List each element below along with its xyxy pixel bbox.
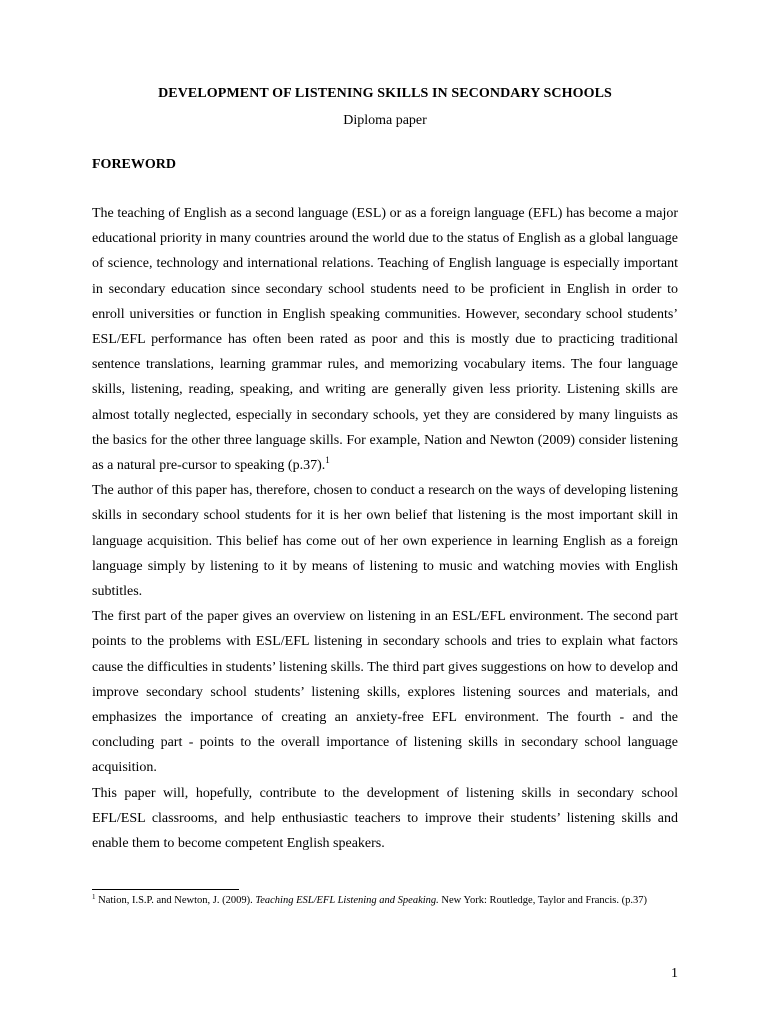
footnote-publisher: New York: Routledge, Taylor and Francis. (p.37) xyxy=(438,895,647,906)
footnote-marker: 1 xyxy=(92,893,96,901)
footnote-separator xyxy=(92,889,239,890)
body-text xyxy=(92,201,678,856)
document-title: DEVELOPMENT OF LISTENING SKILLS IN SECONDARY SCHOOLS xyxy=(158,86,612,101)
page-number: 1 xyxy=(671,966,678,981)
section-heading: FOREWORD xyxy=(92,157,176,172)
paragraph-1-text: The teaching of English as a second language (ESL) or as a foreign language (EFL) has become a major educational priority in many countries around the world due to the status of English as a global language of science, technology and international relations. Teaching of English language is especially important in secondary education since secondary school students need to be proficient in English in order to enroll universities or function in English speaking communities. However, secondary school students’ ESL/EFL performance has often been rated as poor and this is mostly due to practicing traditional sentence translations, learning grammar rules, and memorizing vocabulary items. The four language skills, listening, reading, speaking, and writing are generally given less priority. Listening skills are almost totally neglected, especially in secondary schools, yet they are considered by many linguists as the basics for the other three language skills. For example, Nation and Newton (2009) consider listening as a natural pre-cursor to speaking (p.37). xyxy=(92,206,678,474)
footnote-book-title: Teaching ESL/EFL Listening and Speaking. xyxy=(255,895,439,906)
document-page xyxy=(92,84,678,856)
footnote xyxy=(92,894,678,908)
footnote-authors: Nation, I.S.P. and Newton, J. (2009). xyxy=(95,895,256,906)
paragraph-1 xyxy=(92,201,678,478)
document-subtitle: Diploma paper xyxy=(343,113,427,128)
paragraph-2: The author of this paper has, therefore, chosen to conduct a research on the ways of developing listening skills in secondary school students for it is her own belief that listening is the most important skill in language acquisition. This belief has come out of her own experience in learning English as a foreign language simply by listening to it by means of listening to music and watching movies with English subtitles. xyxy=(92,483,678,600)
paragraph-3: The first part of the paper gives an overview on listening in an ESL/EFL environment. The second part points to the problems with ESL/EFL listening in secondary schools and tries to explain what factors cause the difficulties in students’ listening skills. The third part gives suggestions on how to develop and improve secondary school students’ listening skills, explores listening sources and materials, and emphasizes the importance of creating an anxiety-free EFL environment. The fourth - and the concluding part - points to the overall importance of listening skills in secondary school language acquisition. xyxy=(92,609,678,776)
paragraph-4: This paper will, hopefully, contribute to the development of listening skills in secondary school EFL/ESL classrooms, and help enthusiastic teachers to improve their students’ listening skills and enable them to become competent English speakers. xyxy=(92,785,678,852)
footnote-reference[interactable]: 1 xyxy=(325,455,330,466)
